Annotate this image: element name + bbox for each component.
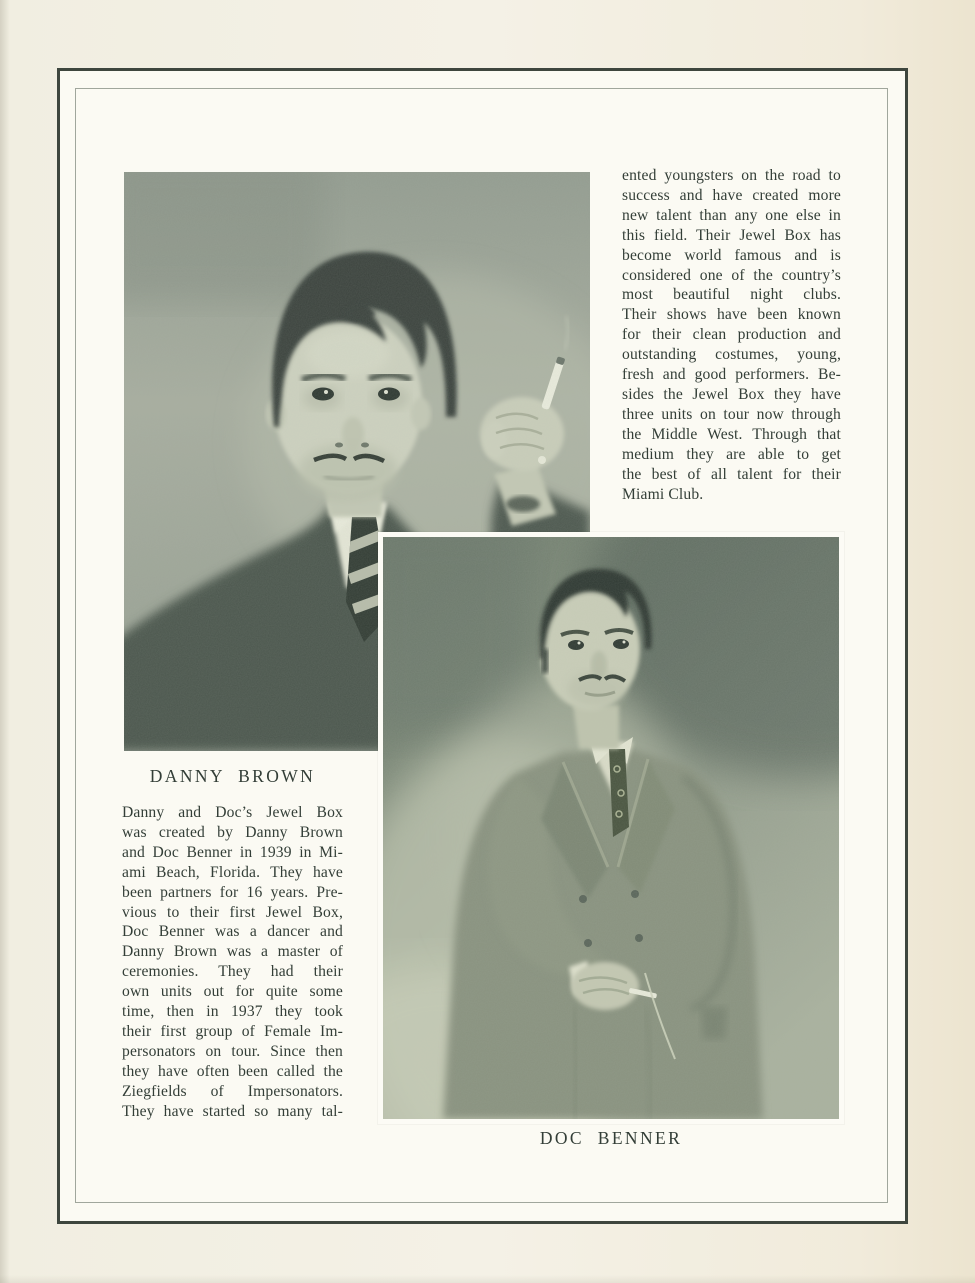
text-line: time, then in 1937 they took (122, 1003, 343, 1021)
text-line: own units out for quite some (122, 983, 343, 1001)
text-line: Ziegfields of Impersonators. (122, 1082, 343, 1100)
text-line: success and have created more (622, 186, 841, 204)
text-line: this field. Their Jewel Box has (622, 226, 841, 244)
text-line: medium they are able to get (622, 445, 841, 463)
text-line: the Middle West. Through that (622, 425, 841, 443)
doc-benner-caption: DOC BENNER (539, 1128, 683, 1148)
text-line: and Doc Benner in 1939 in Mi- (122, 843, 343, 861)
scan-edge-shadow-left (0, 0, 10, 1283)
text-line: sides the Jewel Box they have (622, 385, 841, 403)
article-text-left-column (122, 803, 343, 1122)
text-line: ented youngsters on the road to (622, 167, 841, 184)
text-line: fresh and good performers. Be- (622, 366, 841, 384)
danny-brown-caption: DANNY BROWN (149, 766, 316, 786)
text-line: been partners for 16 years. Pre- (122, 883, 343, 901)
text-line: they have often been called the (122, 1062, 343, 1080)
text-line: the best of all talent for their (622, 465, 841, 483)
text-line: ceremonies. They had their (122, 963, 343, 981)
text-line: ami Beach, Florida. They have (122, 863, 343, 881)
text-line: They have started so many tal- (122, 1102, 343, 1120)
text-line: most beautiful night clubs. (622, 286, 841, 304)
text-line: was created by Danny Brown (122, 823, 343, 841)
text-line: considered one of the country’s (622, 266, 841, 284)
article-text-right-column (622, 166, 841, 504)
text-line: three units on tour now through (622, 405, 841, 423)
text-line: Doc Benner was a dancer and (122, 923, 343, 941)
text-line: vious to their first Jewel Box, (122, 903, 343, 921)
text-line: Danny and Doc’s Jewel Box (122, 804, 343, 821)
text-line: their first group of Female Im- (122, 1022, 343, 1040)
text-line: Their shows have been known (622, 306, 841, 324)
text-line: Miami Club. (622, 485, 704, 503)
text-line: become world famous and is (622, 246, 841, 264)
scan-edge-shadow-bottom (0, 1275, 975, 1283)
text-line: Danny Brown was a master of (122, 943, 343, 961)
text-line: outstanding costumes, young, (622, 346, 841, 364)
doc-benner-portrait-illustration (383, 537, 839, 1119)
doc-benner-photo (378, 532, 844, 1124)
text-line: for their clean production and (622, 326, 841, 344)
text-line: new talent than any one else in (622, 206, 841, 224)
text-line: personators on tour. Since then (122, 1042, 343, 1060)
